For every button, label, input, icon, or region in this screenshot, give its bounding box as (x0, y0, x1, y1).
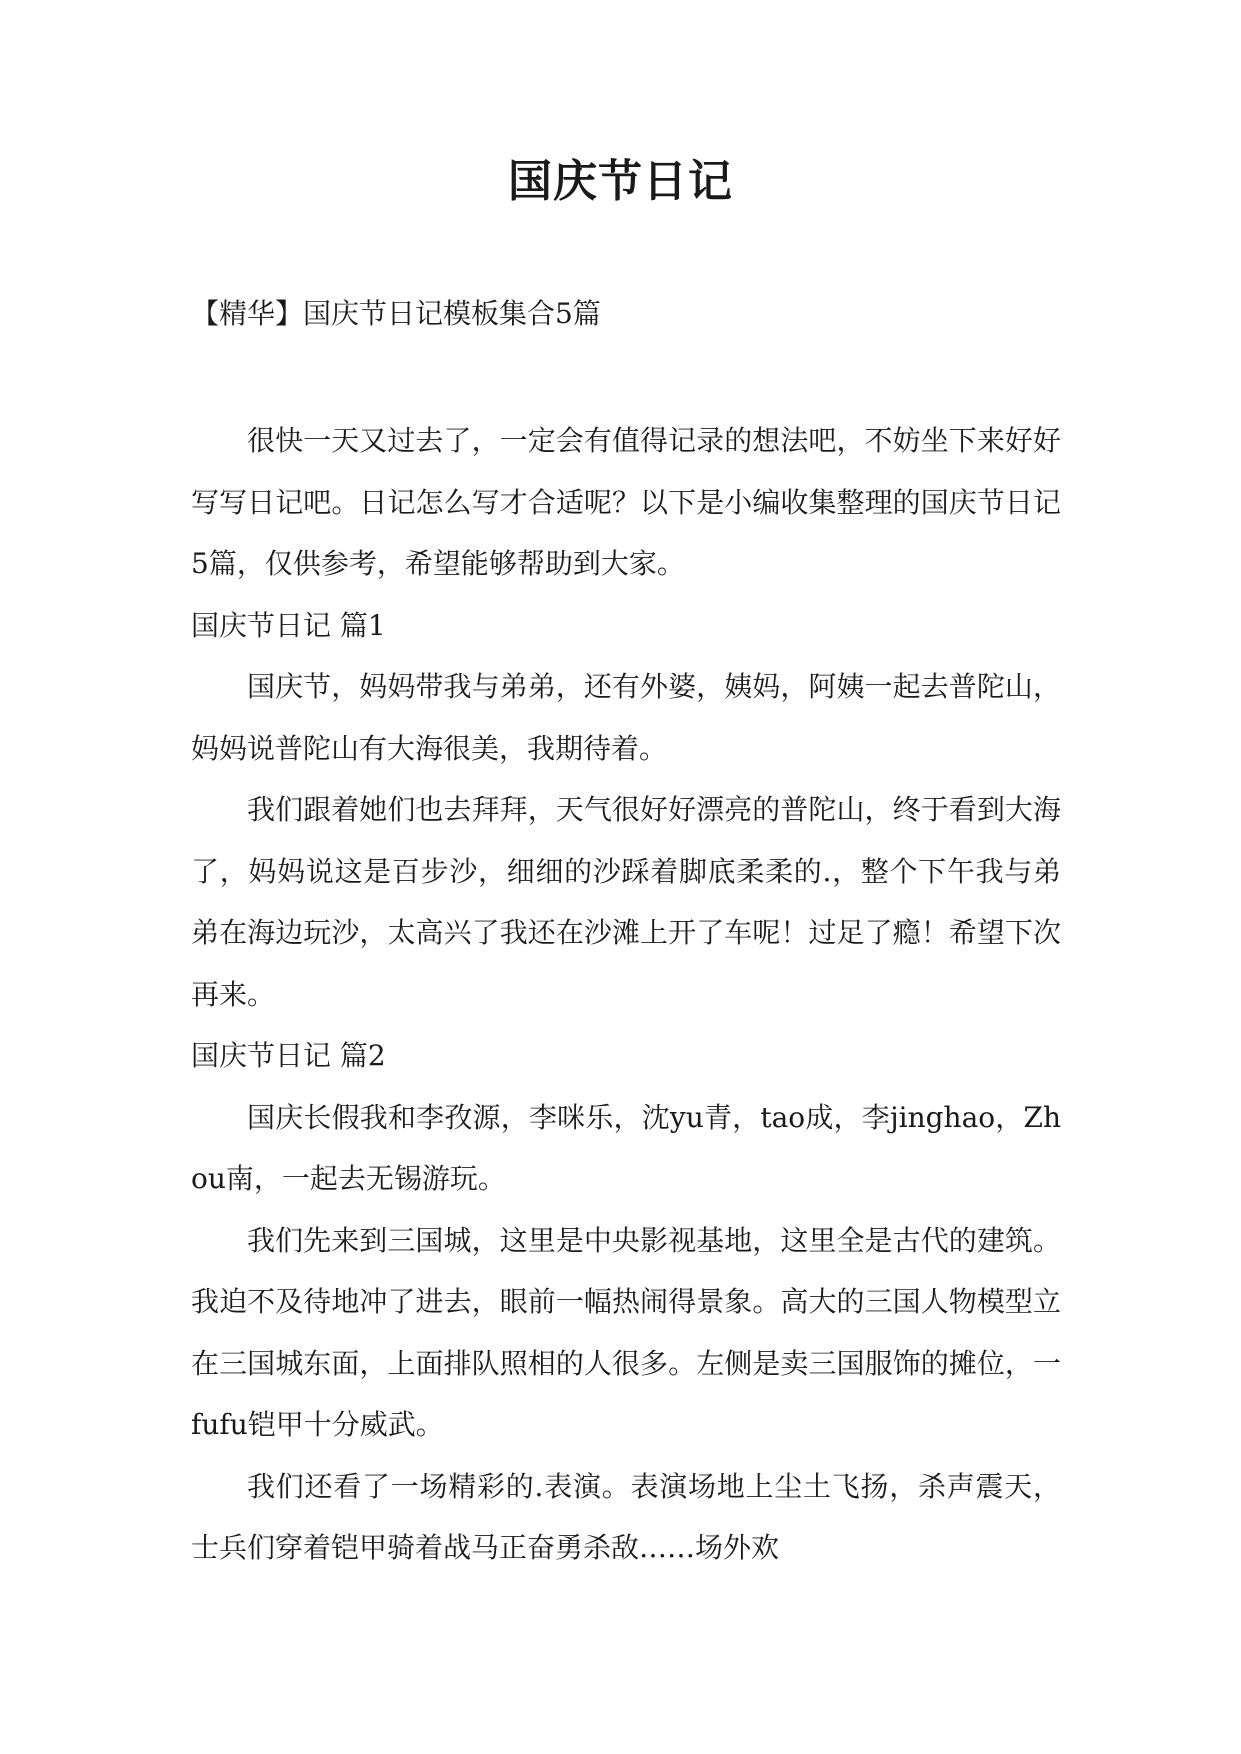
paragraph: 我们还看了一场精彩的.表演。表演场地上尘土飞扬，杀声震天，士兵们穿着铠甲骑着战马正奋勇杀敌……场外欢 (191, 1469, 1061, 1564)
paragraph: 我们先来到三国城，这里是中央影视基地，这里全是古代的建筑。我迫不及待地冲了进去，眼前一幅热闹得景象。高大的三国人物模型立在三国城东面，上面排队照相的人很多。左侧是卖三国服饰的摊位，一fufu铠甲十分威武。 (191, 1223, 1061, 1441)
paragraph: 国庆节，妈妈带我与弟弟，还有外婆，姨妈，阿姨一起去普陀山，妈妈说普陀山有大海很美，我期待着。 (191, 670, 1061, 765)
section-heading-2: 国庆节日记 篇2 (191, 1039, 386, 1072)
section-heading-1: 国庆节日记 篇1 (191, 608, 386, 642)
paragraph: 我们跟着她们也去拜拜，天气很好好漂亮的普陀山，终于看到大海了，妈妈说这是百步沙，细细的沙踩着脚底柔柔的.，整个下午我与弟弟在海边玩沙，太高兴了我还在沙滩上开了车呢！过足了瘾！希望下次再来。 (191, 793, 1061, 1011)
intro-paragraph: 很快一天又过去了，一定会有值得记录的想法吧，不妨坐下来好好写写日记吧。日记怎么写才合适呢？以下是小编收集整理的国庆节日记5篇，仅供参考，希望能够帮助到大家。 (191, 424, 1061, 580)
document-title: 国庆节日记 (508, 156, 733, 207)
document-body (191, 410, 1061, 1579)
paragraph: 国庆长假我和李孜源，李咪乐，沈yu青，tao成，李jinghao，Zhou南，一起去无锡游玩。 (191, 1100, 1061, 1195)
document-subtitle: 【精华】国庆节日记模板集合5篇 (191, 297, 601, 330)
